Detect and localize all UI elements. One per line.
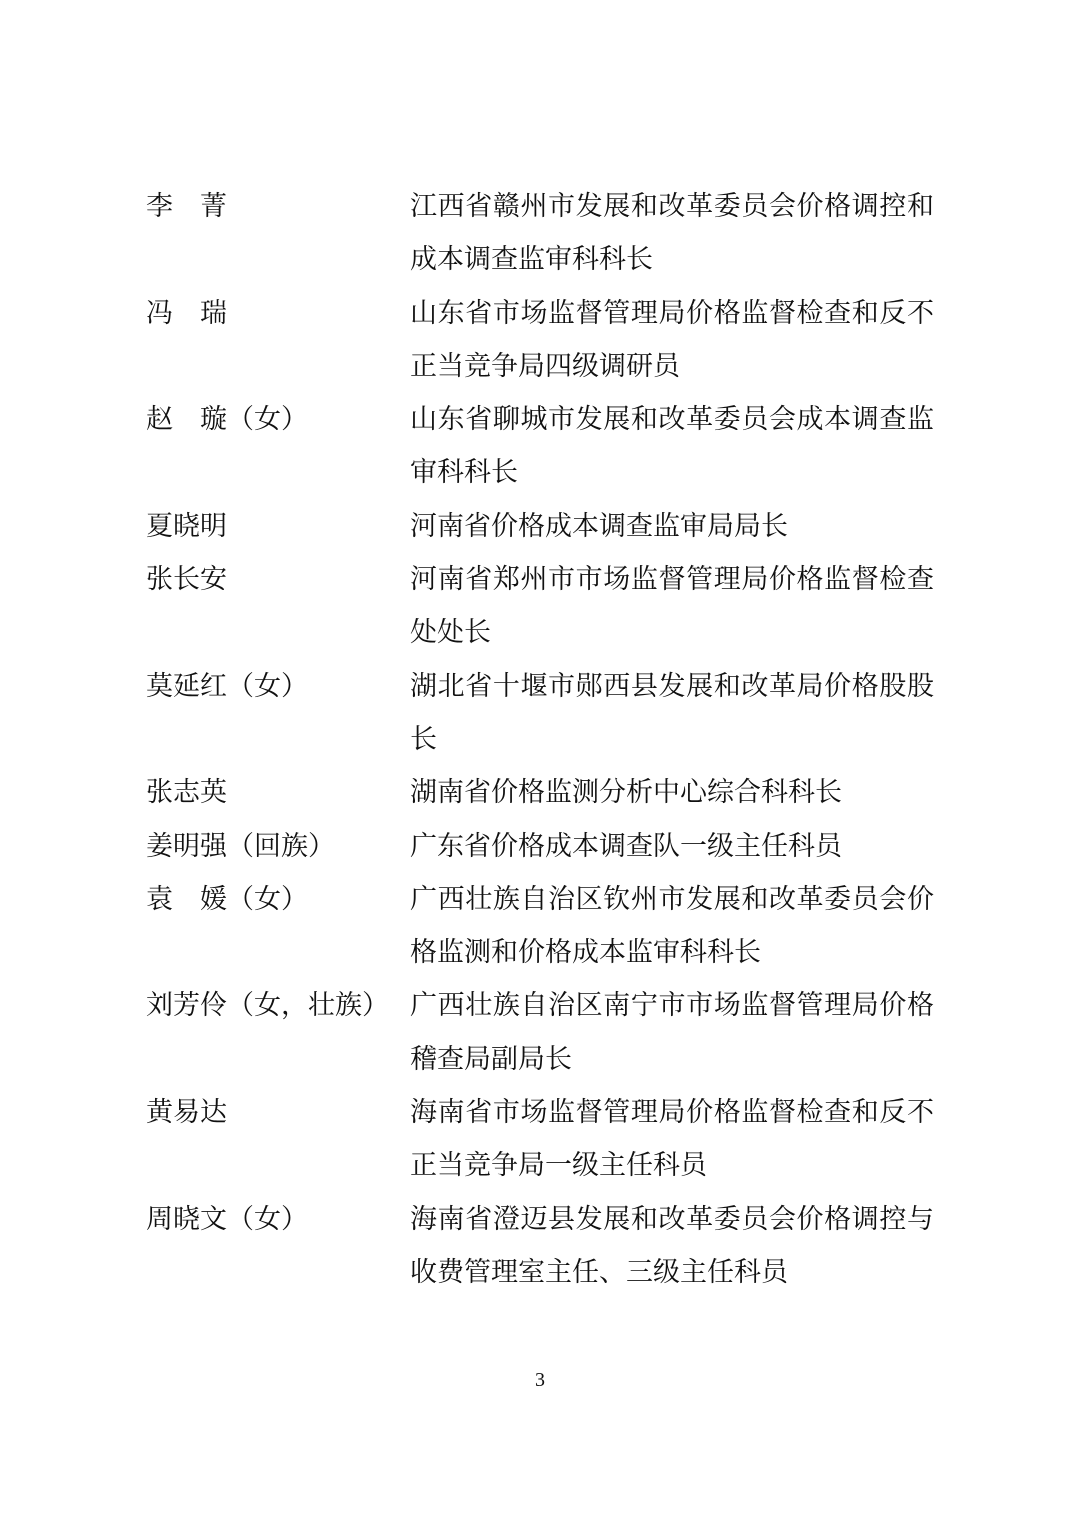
person-affiliation: 河南省郑州市市场监督管理局价格监督检查处处长 [410, 564, 934, 649]
person-affiliation: 广西壮族自治区南宁市市场监督管理局价格稽查局副局长 [410, 990, 934, 1075]
person-affiliation: 山东省市场监督管理局价格监督检查和反不正当竞争局四级调研员 [410, 297, 934, 382]
name-list [146, 180, 946, 1299]
list-item [146, 393, 946, 500]
list-item [146, 553, 946, 660]
person-name: 张志英 [146, 777, 227, 809]
person-name: 姜明强（回族） [146, 830, 335, 862]
person-affiliation: 海南省澄迈县发展和改革委员会价格调控与收费管理室主任、三级主任科员 [410, 1203, 934, 1288]
person-name: 袁 媛（女） [146, 883, 308, 915]
list-item [146, 766, 946, 819]
person-name: 张长安 [146, 564, 227, 596]
list-item [146, 180, 946, 287]
person-name: 周晓文（女） [146, 1203, 308, 1235]
person-affiliation: 河南省价格成本调查监审局局长 [410, 510, 788, 542]
person-affiliation: 海南省市场监督管理局价格监督检查和反不正当竞争局一级主任科员 [410, 1097, 934, 1182]
person-name: 赵 璇（女） [146, 404, 308, 436]
list-item [146, 287, 946, 394]
person-name: 李 菁 [146, 191, 227, 222]
list-item [146, 1086, 946, 1193]
person-affiliation: 江西省赣州市发展和改革委员会价格调控和成本调查监审科科长 [410, 191, 934, 276]
page-number: 3 [535, 1369, 545, 1391]
list-item [146, 873, 946, 980]
person-name: 夏晓明 [146, 510, 227, 542]
list-item [146, 979, 946, 1086]
list-item [146, 500, 946, 553]
person-affiliation: 山东省聊城市发展和改革委员会成本调查监审科科长 [410, 404, 934, 489]
list-item [146, 660, 946, 767]
person-affiliation: 广西壮族自治区钦州市发展和改革委员会价格监测和价格成本监审科科长 [410, 883, 934, 969]
list-item [146, 820, 946, 873]
person-affiliation: 湖南省价格监测分析中心综合科科长 [410, 777, 842, 809]
person-name: 冯 瑞 [146, 297, 227, 329]
person-name: 莫延红（女） [146, 670, 308, 702]
list-item [146, 1193, 946, 1300]
person-affiliation: 湖北省十堰市郧西县发展和改革局价格股股长 [410, 670, 934, 755]
person-affiliation: 广东省价格成本调查队一级主任科员 [410, 830, 842, 862]
person-name: 刘芳伶（女，壮族） [146, 990, 389, 1022]
person-name: 黄易达 [146, 1097, 227, 1129]
